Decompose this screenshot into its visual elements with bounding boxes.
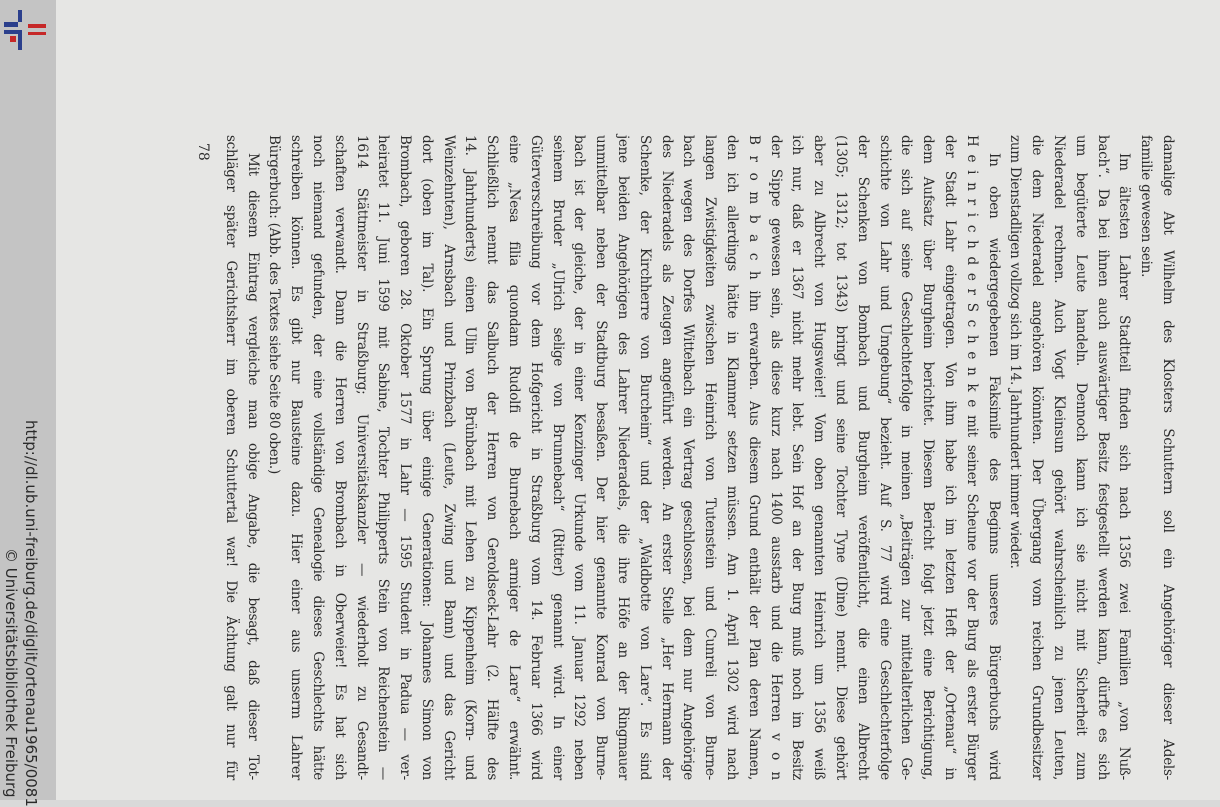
text-line: eine „Nesa filia quondam Rudolfi de Burnebach armiger de Lare“ erwähnt. xyxy=(506,135,523,780)
library-logo-icon xyxy=(2,10,46,50)
text-line: (1305; 1312; tot 1343) bringt und seine Tochter Tyne (Dine) nennt. Diese gehört xyxy=(833,135,850,780)
text-line: Güterverschreibung vor dem Hofgericht in Straßburg vom 14. Februar 1366 wird xyxy=(527,135,544,780)
text-line: 1614 Stättmeister in Straßburg; Universitätskanzler — wiederholt zu Gesandt- xyxy=(353,135,370,780)
text-line: schaften verwandt. Dann die Herren von Brombach in Oberweier! Es hat sich xyxy=(331,135,348,780)
scanned-page xyxy=(56,0,1220,800)
text-line: schreiben können. Es gibt nur Bausteine dazu. Hier einer aus unserm Lahrer xyxy=(288,135,305,780)
text-line: schichte von Lahr und Umgebung“ bezieht. Auf S. 77 wird eine Geschlechterfolge xyxy=(876,135,893,780)
text-line: Schließlich nennt das Salbuch der Herren von Geroldseck-Lahr (2. Hälfte des xyxy=(484,135,501,780)
text-line: Bürgerbuch: (Abb. des Textes siehe Seite 80 oben.) xyxy=(266,135,283,474)
text-line: Mit diesem Eintrag vergleiche man obige Angabe, die besagt, daß dieser Tot- xyxy=(244,153,261,780)
text-line: um begüterte Leute handeln. Dennoch kann ich sie nicht mit Sicherheit zum xyxy=(1072,135,1089,780)
text-line: langen Zwistigkeiten zwischen Heinrich von Tutenstein und Cunreli von Burne- xyxy=(702,135,719,780)
text-line: die dem Niederadel angehören könnten. Der Übergang vom reichen Grundbesitzer xyxy=(1029,135,1046,780)
text-line: den ich allerdings hätte in Klammer setzen müssen. Am 1. April 1302 wird nach xyxy=(724,135,741,780)
text-line: zum Dienstadligen vollzog sich im 14. Jahrhundert immer wieder. xyxy=(1007,135,1024,569)
text-line: noch niemand gefunden, der eine vollständige Genealogie dieses Geschlechts hätte xyxy=(309,135,326,780)
text-line: Brombach, geboren 28. Oktober 1577 in Lahr — 1595 Student in Padua — ver- xyxy=(397,135,414,780)
text-line: ich nur, daß er 1367 nicht mehr lebt. Sein Hof an der Burg muß noch im Besitz xyxy=(789,135,806,780)
text-line: Weinzehnten), Arnsbach und Prinzbach (Leute, Zwing und Bann) und das Gericht xyxy=(440,135,457,780)
text-line: Schenke, der Kirchherre von Burcheim“ und der „Waldbotte von Lare“. Es sind xyxy=(636,135,653,780)
text-line: damalige Abt Wilhelm des Klosters Schuttern soll ein Angehöriger dieser Adels- xyxy=(1160,135,1176,780)
text-line: heiratet 11. Juni 1599 mit Sabine, Tochter Philipperts Stein von Reichenstein — xyxy=(375,135,392,780)
text-line: seinem Bruder „Ulrich selige von Brunnebach“ (Ritter) genannt wird. In einer xyxy=(549,135,566,780)
text-line: B r o m b a c h ihn erwarben. Aus diesem Grund enthält der Plan deren Namen, xyxy=(745,135,762,780)
text-line: der Stadt Lahr eingetragen. Von ihm habe ich im letzten Heft der „Ortenau“ in xyxy=(942,135,959,780)
viewer-sidebar xyxy=(0,0,56,807)
text-line: H e i n r i c h d e r S c h e n k e mit seiner Scheune vor der Burg als erster Bürger xyxy=(963,135,980,780)
page-number: 78 xyxy=(195,143,211,161)
text-line: jene beiden Angehörigen des Lahrer Niederadels, die ihre Höfe an der Ringmauer xyxy=(615,135,632,780)
text-line: bach“. Da bei ihnen auch auswärtiger Besitz festgestellt werden kann, dürfte es sich xyxy=(1094,135,1111,780)
text-line: des Niederadels als Zeugen angeführt werden. An erster Stelle „Her Hermann der xyxy=(658,135,675,780)
text-line: der Sippe gewesen sein, als diese kurz nach 1400 ausstarb und die Herren v o n xyxy=(767,135,784,780)
text-line: aber zu Albrecht von Hugsweier! Vom oben genannten Heinrich um 1356 weiß xyxy=(811,135,828,780)
text-line: bach wegen des Dorfes Wittelbach ein Vertrag geschlossen, bei dem nur Angehörige xyxy=(680,135,697,780)
text-line: unmittelbar neben der Stadtburg besaßen. Der hier genannte Konrad von Burne- xyxy=(593,135,610,780)
text-line: Niederadel rechnen. Auch Vogt Kleinsun gehört wahrscheinlich zu jenen Leuten, xyxy=(1051,135,1068,780)
text-line: dort (oben im Tal). Ein Sprung über einige Generationen: Johannes Simon von xyxy=(418,135,435,780)
text-line: der Schenken von Bombach und Burgheim veröffentlicht, die einen Albrecht xyxy=(854,135,871,780)
text-line: schläger später Gerichtsherr im oberen Schuttertal war! Die Ächtung galt nur für xyxy=(222,135,239,780)
text-line: die sich auf seine Geschlechterfolge in meinen „Beiträgen zur mittelalterlichen Ge- xyxy=(898,135,915,780)
text-line: In oben wiedergegebenen Faksimile des Beginns unseres Bürgerbuchs wird xyxy=(985,153,1002,780)
copyright-notice: © Universitätsbibliothek Freiburg xyxy=(2,548,20,798)
text-line: Im ältesten Lahrer Stadtteil finden sich nach 1356 zwei Familien „von Nuß- xyxy=(1116,153,1133,780)
text-line: dem Aufsatz über Burgheim berichtet. Diesem Bericht folgt jetzt eine Berichtigung, xyxy=(920,135,937,780)
text-line: familie gewesen sein. xyxy=(1138,135,1155,278)
page-text-block xyxy=(219,135,1178,780)
text-line: bach ist der gleiche, der in einer Kenzinger Urkunde vom 11. Januar 1292 neben xyxy=(571,135,588,780)
text-line: 14. Jahrhunderts) einen Ulin von Brünbach mit Lehen zu Kippenheim (Korn- und xyxy=(462,135,479,780)
source-url-link[interactable]: http://dl.ub.uni-freiburg.de/diglit/ortenau1965/0081 xyxy=(22,420,40,807)
